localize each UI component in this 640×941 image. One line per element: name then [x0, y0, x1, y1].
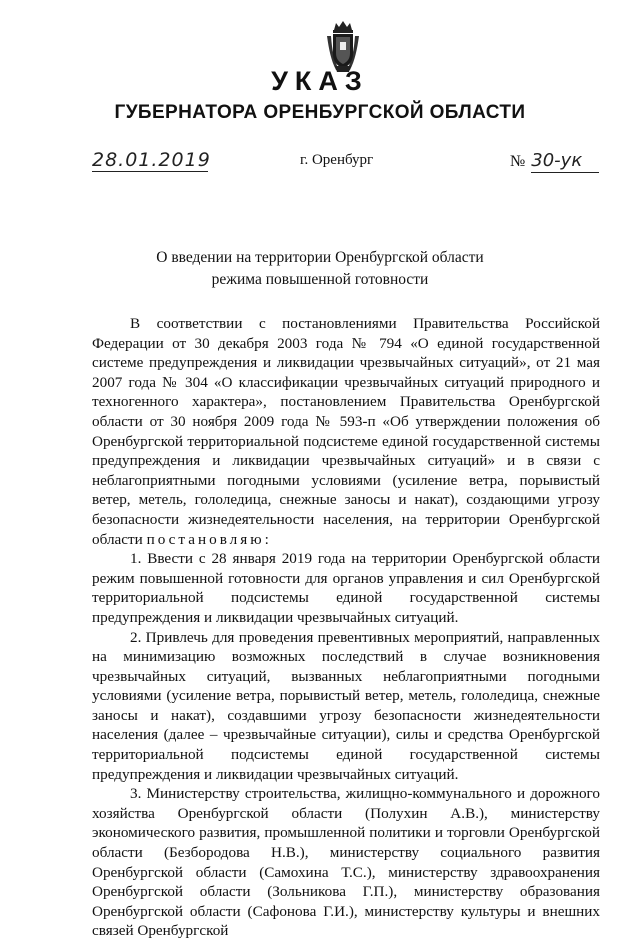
decree-number-block: [510, 150, 599, 173]
decree-date: 28.01.2019: [92, 149, 211, 171]
preamble-text: В соответствии с постановлениями Правительства Российской Федерации от 30 декабря 2003 года № 794 «О единой государственной системе предупреждения и ликвидации чрезвычайных ситуаций», от 21 мая 2007 года № 304 «О классификации чрезвычайных ситуаций природного и техногенного характера», постановлением Правительства Оренбургской области от 30 ноября 2009 года № 593-п «Об утверждении положения об Оренбургской территориальной подсистеме единой государственной системы предупреждения и ликвидации чрезвычайных ситуаций» и в связи с неблагоприятными погодными условиями (усиление ветра, порывистый ветер, метель, гололедица, снежные заносы и накат), создающими угрозу безопасности жизнедеятельности населения, на территории Оренбургской области: [92, 315, 600, 548]
decree-number: 30-ук: [531, 150, 599, 173]
clause-3: 3. Министерству строительства, жилищно-коммунального и дорожного хозяйства Оренбургской области (Полухин А.В.), министерству экономического развития, промышленной политики и торговли Оренбургской области (Безбородова Н.В.), министерству социального развития Оренбургской области (Самохина Т.С.), министерству здравоохранения Оренбургской области (Зольникова Г.П.), министерству образования Оренбургской области (Сафонова Г.И.), министерству культуры и внешних связей Оренбургской: [92, 785, 600, 940]
decree-body: [92, 314, 600, 941]
decree-heading: [0, 247, 640, 291]
number-sign: №: [510, 153, 526, 170]
clause-2: 2. Привлечь для проведения превентивных мероприятий, направленных на минимизацию возможных последствий в случае возникновения чрезвычайных ситуаций, вызванных неблагоприятными погодными условиями (усиление ветра, порывистый ветер, метель, гололедица, снежные заносы и накат), создавшими угрозу безопасности жизнедеятельности населения (далее – чрезвычайные ситуации), силы и средства Оренбургской территориальной подсистемы единой государственной системы предупреждения и ликвидации чрезвычайных ситуаций.: [92, 628, 600, 783]
clause-1: 1. Ввести с 28 января 2019 года на территории Оренбургской области режим повышенной готовности для органов управления и сил Оренбургской территориальной подсистемы единой государственной системы предупреждения и ликвидации чрезвычайных ситуаций.: [92, 550, 600, 626]
preamble-paragraph: [92, 314, 600, 549]
decree-city: г. Оренбург: [300, 152, 374, 168]
decree-heading-line-2: режима повышенной готовности: [211, 271, 429, 288]
decree-title: УКАЗ: [271, 66, 369, 96]
preamble-keyword: постановляю:: [146, 530, 272, 548]
decree-heading-line-1: О введении на территории Оренбургской области: [156, 249, 484, 266]
decree-issuer: ГУБЕРНАТОРА ОРЕНБУРГСКОЙ ОБЛАСТИ: [114, 102, 526, 123]
